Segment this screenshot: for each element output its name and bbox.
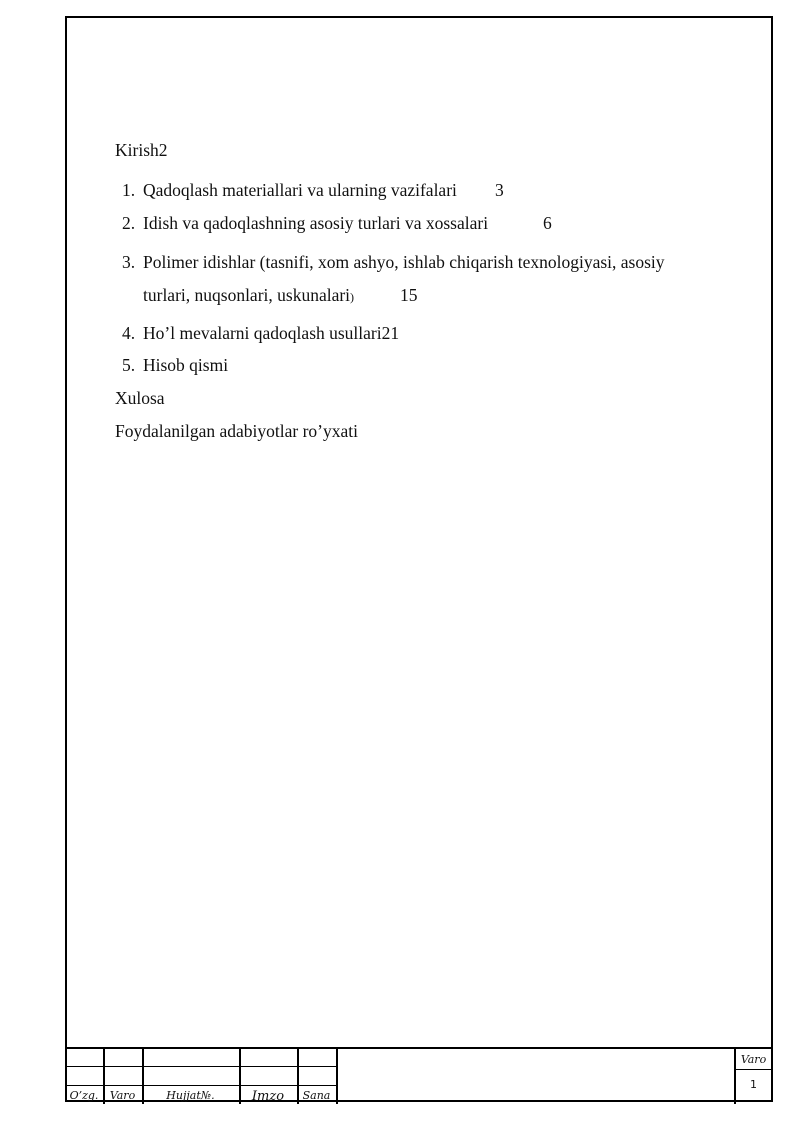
toc-item-number: 1. (122, 180, 136, 200)
toc-item-text: Polimer idishlar (tasnifi, xom ashyo, ishlab chiqarish texnologiyasi, asosiy (143, 252, 665, 272)
stamp-imzo-label: Imzo (251, 1089, 285, 1104)
divider (734, 1069, 773, 1070)
toc-item-text: Idish va qadoqlashning asosiy turlari va xossalari (143, 213, 489, 233)
toc-item-number: 2. (122, 213, 136, 233)
stamp-ozg-label: O’zg. (69, 1089, 99, 1102)
page-number: 1 (750, 1078, 757, 1091)
toc-item-number: 3. (122, 252, 136, 272)
title-block (65, 1047, 773, 1102)
stamp-sana-label: Sana (302, 1089, 331, 1102)
toc-item-page: 15 (400, 285, 418, 305)
toc-conclusion: Xulosa (115, 388, 165, 408)
divider (65, 1066, 336, 1067)
toc-item-text: Qadoqlash materiallari va ularning vazifalari (143, 180, 457, 200)
toc-item-number: 5. (122, 355, 136, 375)
toc-item-page: 3 (495, 180, 504, 200)
divider (336, 1049, 338, 1104)
stamp-varo-right-label: Varo (740, 1053, 767, 1066)
toc-item-text-continued: turlari, nuqsonlari, uskunalari) (143, 285, 355, 305)
toc-references: Foydalanilgan adabiyotlar ro’yxati (115, 421, 358, 441)
toc-intro: Kirish2 (115, 140, 168, 160)
toc-item-number: 4. (122, 323, 136, 343)
stamp-varo-label: Varo (109, 1089, 136, 1102)
toc-item-text: Hisob qismi (143, 355, 229, 375)
page-frame (65, 16, 773, 1102)
toc-item-page: 6 (543, 213, 552, 233)
stamp-hujjat-label: Hujjat№. (166, 1089, 215, 1102)
toc-item-text: Ho’l mevalarni qadoqlash usullari21 (143, 323, 400, 343)
divider (65, 1085, 336, 1086)
